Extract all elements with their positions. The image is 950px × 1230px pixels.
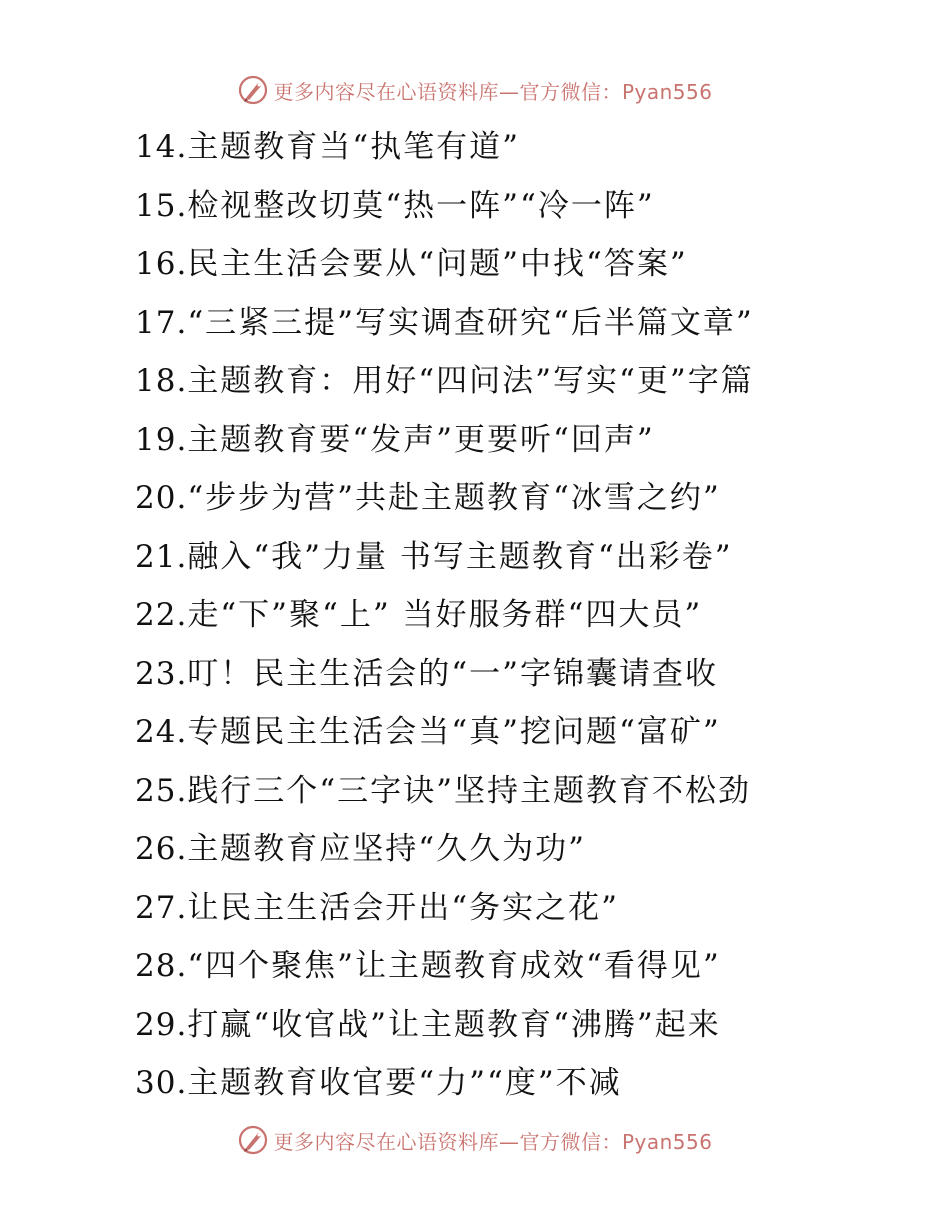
watermark-text: 更多内容尽在心语资料库—官方微信：Pyan556: [273, 1129, 713, 1154]
pen-logo-icon: [237, 74, 269, 106]
list-item: 20.“步步为营”共赴主题教育“冰雪之约”: [135, 480, 721, 516]
list-item: 26.主题教育应坚持“久久为功”: [135, 831, 587, 867]
list-item: 15.检视整改切莫“热一阵”“冷一阵”: [135, 187, 655, 224]
list-item: 23.叮！民主生活会的“一”字锦囊请查收: [135, 655, 719, 692]
list-item: 27.让民主生活会开出“务实之花”: [135, 889, 620, 926]
list-item: 14.主题教育当“执笔有道”: [135, 129, 521, 165]
title-list: [135, 118, 915, 1113]
list-item: 17.“三紧三提”写实调查研究“后半篇文章”: [135, 304, 754, 341]
list-item: 24.专题民主生活会当“真”挖问题“富矿”: [135, 714, 721, 750]
watermark-text: 更多内容尽在心语资料库—官方微信：Pyan556: [273, 79, 713, 104]
list-item: 30.主题教育收官要“力”“度”不减: [135, 1065, 622, 1101]
list-item: 19.主题教育要“发声”更要听“回声”: [135, 421, 655, 458]
list-item: 18.主题教育：用好“四问法”写实“更”字篇: [135, 363, 754, 399]
list-item: 25.践行三个“三字诀”坚持主题教育不松劲: [135, 772, 752, 809]
list-item: 22.走“下”聚“上” 当好服务群“四大员”: [135, 597, 703, 633]
list-item: 28.“四个聚焦”让主题教育成效“看得见”: [135, 948, 721, 984]
list-item: 16.民主生活会要从“问题”中找“答案”: [135, 246, 688, 282]
list-item: 29.打赢“收官战”让主题教育“沸腾”起来: [135, 1006, 721, 1043]
list-item: 21.融入“我”力量 书写主题教育“出彩卷”: [135, 538, 733, 575]
watermark-banner-bottom: [0, 1120, 950, 1160]
watermark-banner-top: [0, 70, 950, 110]
pen-logo-icon: [237, 1124, 269, 1156]
